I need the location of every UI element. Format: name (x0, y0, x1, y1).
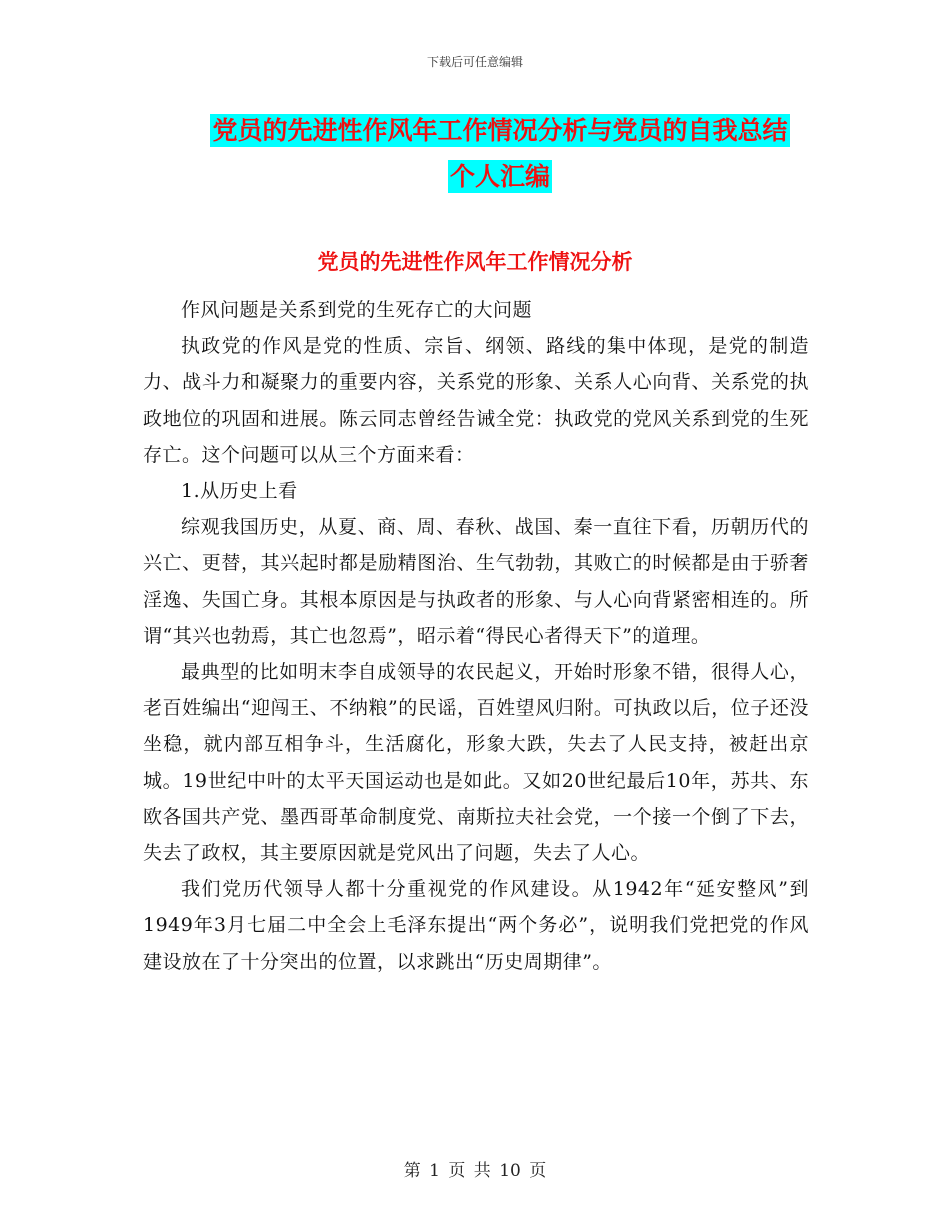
paragraph: 作风问题是关系到党的生死存亡的大问题 (181, 299, 533, 321)
paragraph: 最典型的比如明末李自成领导的农民起义，开始时形象不错，很得人心，老百姓编出“迎闯王、不纳粮”的民谣，百姓望风归附。可执政以后，位子还没坐稳，就内部互相争斗，生活腐化，形象大跌，失去了人民支持，被赶出京城。19世纪中叶的太平天国运动也是如此。又如20世纪最后10年，苏共、东欧各国共产党、墨西哥革命制度党、南斯拉夫社会党，一个接一个倒了下去，失去了政权，其主要原因就是党风出了问题，失去了人心。 (143, 661, 809, 865)
section-title: 党员的先进性作风年工作情况分析 (317, 250, 633, 274)
title-line-2: 个人汇编 (449, 162, 550, 191)
paragraph: 我们党历代领导人都十分重视党的作风建设。从1942年“延安整风”到1949年3月七届二中全会上毛泽东提出“两个务必”，说明我们党把党的作风建设放在了十分突出的位置，以求跳出“历史周期律”。 (143, 878, 809, 973)
page-footer: 第 1 页 共 10 页 (403, 1161, 547, 1181)
header-note: 下载后可任意编辑 (426, 55, 523, 69)
document-title (150, 108, 850, 200)
paragraph: 1.从历史上看 (181, 480, 298, 503)
paragraph: 执政党的作风是党的性质、宗旨、纲领、路线的集中体现，是党的制造力、战斗力和凝聚力的重要内容，关系党的形象、关系人心向背、关系党的执政地位的巩固和进展。陈云同志曾经告诫全党：执政党的党风关系到党的生死存亡。这个问题可以从三个方面来看： (143, 335, 809, 466)
title-line-1: 党员的先进性作风年工作情况分析与党员的自我总结 (212, 116, 788, 145)
body-text (143, 292, 809, 980)
paragraph: 综观我国历史，从夏、商、周、春秋、战国、秦一直往下看，历朝历代的兴亡、更替，其兴起时都是励精图治、生气勃勃，其败亡的时候都是由于骄奢淫逸、失国亡身。其根本原因是与执政者的形象、与人心向背紧密相连的。所谓“其兴也勃焉，其亡也忽焉”，昭示着“得民心者得天下”的道理。 (143, 516, 809, 647)
